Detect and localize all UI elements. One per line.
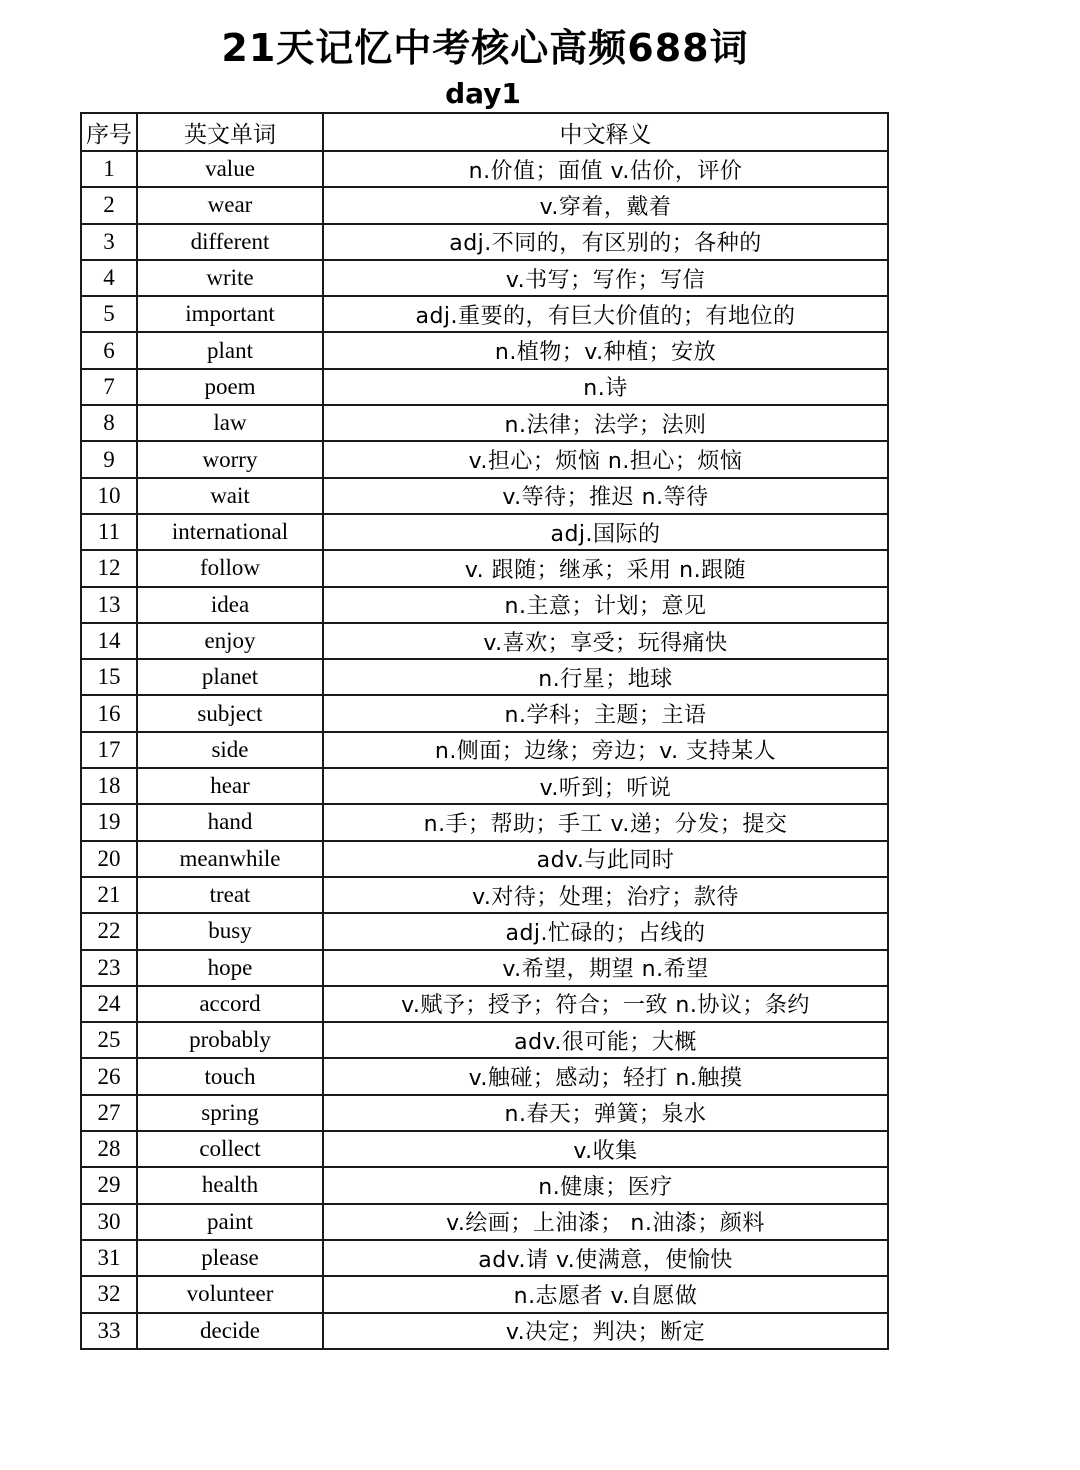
chinese-meaning: n.春天；弹簧；泉水 [323,1095,888,1131]
row-number: 30 [81,1204,137,1240]
row-number: 25 [81,1022,137,1058]
table-row [81,1276,888,1312]
table-row [81,478,888,514]
english-word: plant [137,332,323,368]
row-number: 29 [81,1167,137,1203]
chinese-meaning: v.触碰；感动；轻打 n.触摸 [323,1058,888,1094]
row-number: 27 [81,1095,137,1131]
english-word: subject [137,695,323,731]
header-number: 序号 [81,113,137,151]
english-word: wait [137,478,323,514]
english-word: enjoy [137,623,323,659]
chinese-meaning: adj.忙碌的；占线的 [323,913,888,949]
row-number: 10 [81,478,137,514]
row-number: 4 [81,260,137,296]
row-number: 7 [81,369,137,405]
english-word: international [137,514,323,550]
row-number: 23 [81,950,137,986]
chinese-meaning: n.行星；地球 [323,659,888,695]
chinese-meaning: v.喜欢；享受；玩得痛快 [323,623,888,659]
english-word: meanwhile [137,841,323,877]
table-row [81,1167,888,1203]
row-number: 6 [81,332,137,368]
table-row [81,1058,888,1094]
row-number: 31 [81,1240,137,1276]
row-number: 24 [81,986,137,1022]
english-word: wear [137,187,323,223]
english-word: planet [137,659,323,695]
english-word: probably [137,1022,323,1058]
table-row [81,369,888,405]
table-row [81,332,888,368]
english-word: health [137,1167,323,1203]
chinese-meaning: adv.很可能；大概 [323,1022,888,1058]
table-row [81,1095,888,1131]
chinese-meaning: adj.不同的，有区别的；各种的 [323,224,888,260]
table-row [81,659,888,695]
chinese-meaning: n.法律；法学；法则 [323,405,888,441]
table-row [81,550,888,586]
chinese-meaning: n.志愿者 v.自愿做 [323,1276,888,1312]
table-row [81,1131,888,1167]
english-word: paint [137,1204,323,1240]
chinese-meaning: v.书写；写作；写信 [323,260,888,296]
chinese-meaning: v.等待；推迟 n.等待 [323,478,888,514]
chinese-meaning: n.诗 [323,369,888,405]
chinese-meaning: v.收集 [323,1131,888,1167]
row-number: 16 [81,695,137,731]
english-word: busy [137,913,323,949]
table-row [81,441,888,477]
page-subtitle: day1 [445,77,521,110]
chinese-meaning: adv.请 v.使满意，使愉快 [323,1240,888,1276]
english-word: poem [137,369,323,405]
chinese-meaning: n.健康；医疗 [323,1167,888,1203]
table-row [81,877,888,913]
chinese-meaning: n.学科；主题；主语 [323,695,888,731]
row-number: 2 [81,187,137,223]
chinese-meaning: n.手；帮助；手工 v.递；分发；提交 [323,804,888,840]
row-number: 3 [81,224,137,260]
english-word: follow [137,550,323,586]
chinese-meaning: n.主意；计划；意见 [323,587,888,623]
english-word: side [137,732,323,768]
table-row [81,623,888,659]
table-row [81,405,888,441]
page-title: 21天记忆中考核心高频688词 [221,26,749,70]
chinese-meaning: v.决定；判决；断定 [323,1313,888,1349]
table-row [81,768,888,804]
table-row [81,913,888,949]
table-row [81,187,888,223]
row-number: 9 [81,441,137,477]
table-row [81,732,888,768]
row-number: 32 [81,1276,137,1312]
table-row [81,224,888,260]
chinese-meaning: v.对待；处理；治疗；款待 [323,877,888,913]
chinese-meaning: adj.重要的，有巨大价值的；有地位的 [323,296,888,332]
row-number: 28 [81,1131,137,1167]
row-number: 20 [81,841,137,877]
english-word: law [137,405,323,441]
table-row [81,1022,888,1058]
table-row [81,514,888,550]
row-number: 5 [81,296,137,332]
english-word: write [137,260,323,296]
english-word: treat [137,877,323,913]
table-row [81,695,888,731]
row-number: 19 [81,804,137,840]
english-word: hear [137,768,323,804]
table-row [81,986,888,1022]
header-chinese-meaning: 中文释义 [323,113,888,151]
row-number: 13 [81,587,137,623]
chinese-meaning: v.听到；听说 [323,768,888,804]
english-word: idea [137,587,323,623]
table-row [81,296,888,332]
table-header-row [81,113,888,151]
english-word: volunteer [137,1276,323,1312]
english-word: important [137,296,323,332]
row-number: 26 [81,1058,137,1094]
chinese-meaning: v.穿着，戴着 [323,187,888,223]
row-number: 14 [81,623,137,659]
english-word: spring [137,1095,323,1131]
chinese-meaning: v.担心；烦恼 n.担心；烦恼 [323,441,888,477]
chinese-meaning: n.价值；面值 v.估价，评价 [323,151,888,187]
english-word: collect [137,1131,323,1167]
row-number: 8 [81,405,137,441]
table-row [81,841,888,877]
table-row [81,1313,888,1349]
vocabulary-table [80,112,889,1350]
english-word: please [137,1240,323,1276]
english-word: worry [137,441,323,477]
table-row [81,804,888,840]
english-word: different [137,224,323,260]
chinese-meaning: n.植物；v.种植；安放 [323,332,888,368]
row-number: 11 [81,514,137,550]
chinese-meaning: n.侧面；边缘；旁边；v. 支持某人 [323,732,888,768]
table-row [81,1240,888,1276]
chinese-meaning: adv.与此同时 [323,841,888,877]
chinese-meaning: v.赋予；授予；符合；一致 n.协议；条约 [323,986,888,1022]
english-word: hand [137,804,323,840]
chinese-meaning: v. 跟随；继承；采用 n.跟随 [323,550,888,586]
row-number: 33 [81,1313,137,1349]
row-number: 1 [81,151,137,187]
header-english-word: 英文单词 [137,113,323,151]
english-word: accord [137,986,323,1022]
table-row [81,587,888,623]
table-row [81,151,888,187]
row-number: 18 [81,768,137,804]
row-number: 15 [81,659,137,695]
english-word: touch [137,1058,323,1094]
table-row [81,260,888,296]
table-body [81,151,888,1349]
english-word: value [137,151,323,187]
row-number: 22 [81,913,137,949]
table-row [81,950,888,986]
chinese-meaning: v.希望，期望 n.希望 [323,950,888,986]
chinese-meaning: adj.国际的 [323,514,888,550]
table-row [81,1204,888,1240]
english-word: decide [137,1313,323,1349]
english-word: hope [137,950,323,986]
row-number: 12 [81,550,137,586]
row-number: 21 [81,877,137,913]
row-number: 17 [81,732,137,768]
chinese-meaning: v.绘画；上油漆； n.油漆；颜料 [323,1204,888,1240]
